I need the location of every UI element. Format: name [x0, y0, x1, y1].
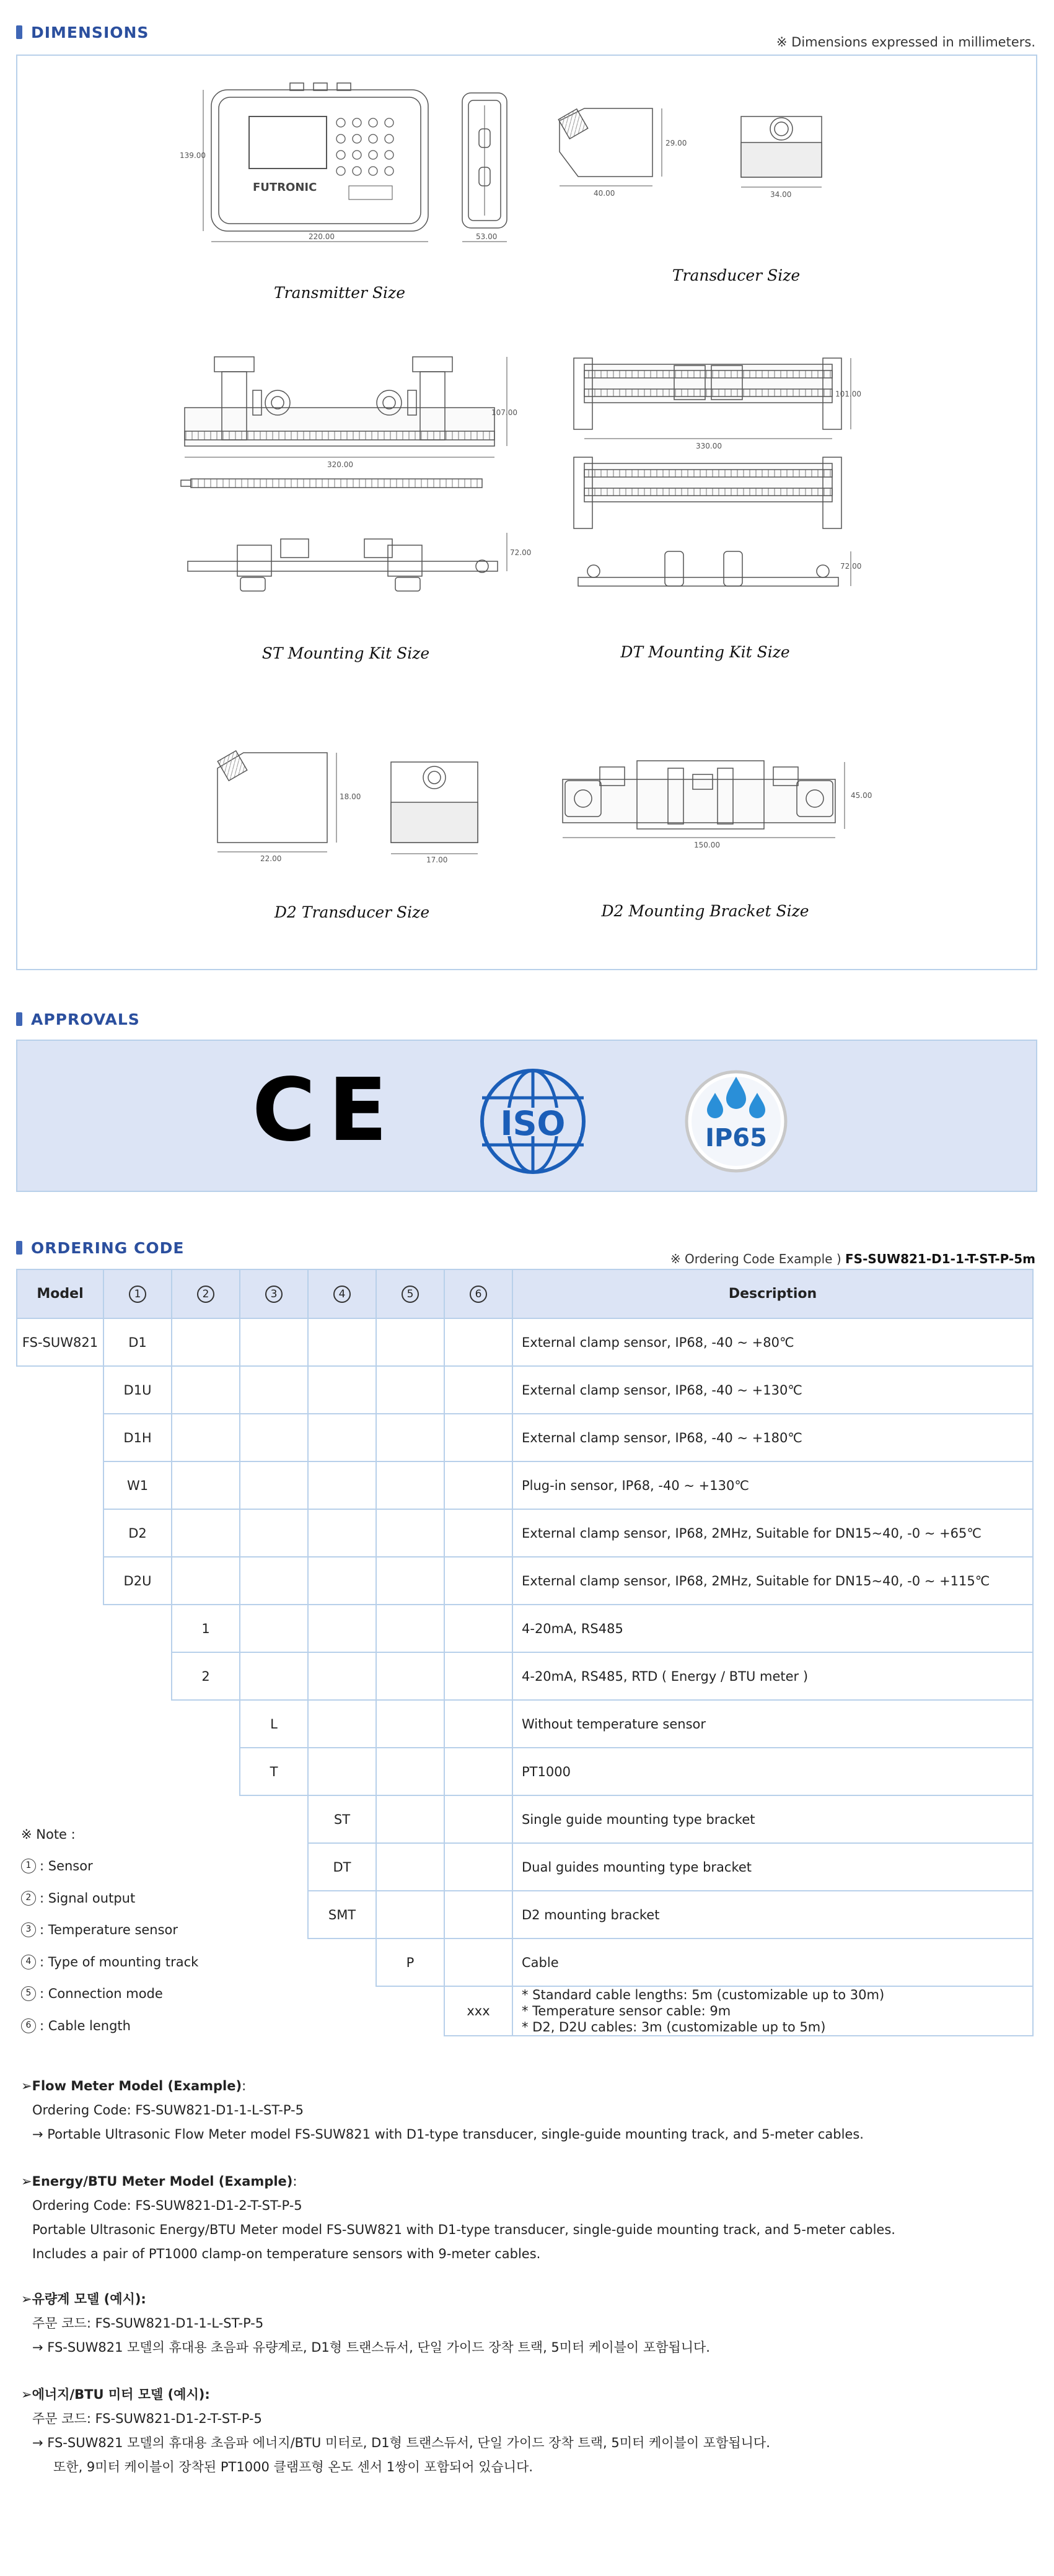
- example-heading: ➢에너지/BTU 미터 모델 (예시):: [21, 2387, 210, 2402]
- dim-label: 18.00: [340, 792, 361, 801]
- st-mounting-kit-drawing: [181, 357, 507, 591]
- header-5: 5: [376, 1269, 444, 1318]
- legend-title: ※ Note :: [21, 1826, 76, 1842]
- section-marker: [16, 25, 22, 39]
- legend-item: 6 : Cable length: [21, 2010, 198, 2042]
- dimension-drawings: [17, 56, 1039, 971]
- description-cell: Cable: [512, 1939, 1033, 1986]
- iso-logo: [482, 1071, 584, 1172]
- caption-transducer: Transducer Size: [672, 266, 801, 284]
- section-marker: [16, 1012, 22, 1026]
- code-cell: D2U: [103, 1557, 172, 1605]
- example-description: → FS-SUW821 모델의 휴대용 초음파 에너지/BTU 미터로, D1형 트랜스듀서, 단일 가이드 장착 트랙, 5미터 케이블이 포함됩니다.: [32, 2435, 770, 2450]
- code-cell: xxx: [444, 1986, 512, 2036]
- table-row: [17, 1509, 1033, 1557]
- example-code: 주문 코드: FS-SUW821-D1-1-L-ST-P-5: [32, 2316, 264, 2331]
- description-cell: Without temperature sensor: [512, 1700, 1033, 1748]
- example-heading: ➢Flow Meter Model (Example): [21, 2079, 242, 2093]
- ordering-example-label: ※ Ordering Code Example ): [670, 1251, 841, 1266]
- table-row: [17, 1318, 1033, 1366]
- example-energy-kr: [21, 2383, 770, 2479]
- d2-mounting-bracket-drawing: [563, 761, 845, 838]
- svg-text:ISO: ISO: [500, 1104, 566, 1143]
- d2-transducer-drawing: [217, 751, 478, 854]
- description-cell: External clamp sensor, IP68, 2MHz, Suitable for DN15~40, -0 ~ +65℃: [512, 1509, 1033, 1557]
- ip65-badge: [687, 1072, 786, 1171]
- example-description: 또한, 9미터 케이블이 장착된 PT1000 클램프형 온도 센서 1쌍이 포함되어 있습니다.: [53, 2460, 534, 2474]
- example-description: Includes a pair of PT1000 clamp-on temperature sensors with 9-meter cables.: [32, 2246, 541, 2261]
- dimensions-unit-note: ※ Dimensions expressed in millimeters.: [776, 35, 1035, 50]
- dim-label: 101.00: [835, 390, 861, 398]
- cable-note-2: * Temperature sensor cable: 9m: [522, 2004, 731, 2018]
- brand-label: FUTRONIC: [253, 181, 317, 194]
- caption-transmitter: Transmitter Size: [273, 284, 406, 302]
- description-cell: D2 mounting bracket: [512, 1891, 1033, 1939]
- table-row: [17, 1366, 1033, 1414]
- dim-label: 139.00: [180, 151, 206, 160]
- caption-d2-transducer: D2 Transducer Size: [274, 903, 430, 921]
- table-row: [17, 1700, 1033, 1748]
- caption-dt-kit: DT Mounting Kit Size: [620, 643, 790, 661]
- code-cell: D1H: [103, 1414, 172, 1461]
- dim-label: 330.00: [696, 442, 722, 450]
- description-cell: External clamp sensor, IP68, 2MHz, Suitable for DN15~40, -0 ~ +115℃: [512, 1557, 1033, 1605]
- dim-label: 150.00: [694, 841, 720, 849]
- dim-label: 45.00: [851, 791, 872, 800]
- code-cell: W1: [103, 1461, 172, 1509]
- code-cell: SMT: [308, 1891, 376, 1939]
- description-cell: External clamp sensor, IP68, -40 ~ +180℃: [512, 1414, 1033, 1461]
- code-cell: D2: [103, 1509, 172, 1557]
- example-code: 주문 코드: FS-SUW821-D1-2-T-ST-P-5: [32, 2411, 262, 2426]
- table-row: [17, 1605, 1033, 1652]
- code-cell: ST: [308, 1795, 376, 1843]
- svg-text:CE: CE: [252, 1060, 400, 1161]
- code-cell: D1U: [103, 1366, 172, 1414]
- approvals-panel: [16, 1040, 1037, 1192]
- description-cell: [512, 1986, 1033, 2036]
- ce-logo: [252, 1060, 400, 1161]
- section-marker: [16, 1241, 22, 1255]
- table-row: [17, 1748, 1033, 1795]
- ordering-example-code: FS-SUW821-D1-1-T-ST-P-5m: [845, 1251, 1035, 1266]
- example-description: Portable Ultrasonic Energy/BTU Meter model FS-SUW821 with D1-type transducer, single-guide mounting track, and 5-meter cables.: [32, 2222, 895, 2237]
- approvals-title: APPROVALS: [31, 1010, 140, 1028]
- header-6: 6: [444, 1269, 512, 1318]
- legend-item: 3 : Temperature sensor: [21, 1914, 198, 1947]
- header-model: Model: [17, 1269, 103, 1318]
- dimensions-title: DIMENSIONS: [31, 23, 149, 42]
- description-cell: External clamp sensor, IP68, -40 ~ +130℃: [512, 1366, 1033, 1414]
- code-cell: 2: [172, 1652, 240, 1700]
- example-flow: ➢Flow Meter Model (Example): Ordering Code: FS-SUW821-D1-1-L-ST-P-5 → Portable Ultrasonic Flow Meter model FS-SUW821 with D1-type transducer, single-guide mounting track, and 5-meter cables.: [21, 2074, 864, 2147]
- caption-d2-bracket: D2 Mounting Bracket Size: [601, 902, 809, 920]
- example-code: Ordering Code: FS-SUW821-D1-1-L-ST-P-5: [32, 2103, 304, 2118]
- svg-text:IP65: IP65: [705, 1124, 767, 1152]
- description-cell: External clamp sensor, IP68, -40 ~ +80℃: [512, 1318, 1033, 1366]
- dim-label: 40.00: [594, 189, 615, 198]
- example-description: → FS-SUW821 모델의 휴대용 초음파 유량계로, D1형 트랜스듀서, 단일 가이드 장착 트랙, 5미터 케이블이 포함됩니다.: [32, 2340, 710, 2355]
- example-heading: ➢유량계 모델 (예시):: [21, 2292, 146, 2307]
- example-code: Ordering Code: FS-SUW821-D1-2-T-ST-P-5: [32, 2198, 302, 2213]
- approvals-header: [16, 1007, 140, 1032]
- header-3: 3: [240, 1269, 308, 1318]
- caption-st-kit: ST Mounting Kit Size: [261, 644, 430, 662]
- cable-note-1: * Standard cable lengths: 5m (customizable up to 30m): [522, 1987, 885, 2002]
- dim-label: 220.00: [309, 232, 335, 241]
- code-cell: DT: [308, 1843, 376, 1891]
- ordering-example: [670, 1251, 1035, 1266]
- description-cell: 4-20mA, RS485: [512, 1605, 1033, 1652]
- header-1: 1: [103, 1269, 172, 1318]
- header-4: 4: [308, 1269, 376, 1318]
- model-cell: FS-SUW821: [17, 1318, 103, 1366]
- dim-label: 107.00: [491, 408, 517, 417]
- dim-label: 29.00: [665, 139, 687, 147]
- transmitter-front-drawing: [203, 83, 507, 242]
- dim-label: 72.00: [840, 562, 862, 571]
- dim-label: 17.00: [426, 856, 448, 864]
- dim-label: 320.00: [327, 460, 353, 469]
- table-row: [17, 1461, 1033, 1509]
- legend-item: 5 : Connection mode: [21, 1978, 198, 2010]
- dim-label: 22.00: [260, 854, 282, 863]
- legend-item: 1 : Sensor: [21, 1851, 198, 1883]
- table-header-row: [17, 1269, 1033, 1318]
- description-cell: 4-20mA, RS485, RTD ( Energy / BTU meter ): [512, 1652, 1033, 1700]
- legend-item: 4 : Type of mounting track: [21, 1946, 198, 1978]
- table-row: [17, 1414, 1033, 1461]
- dt-mounting-kit-drawing: [574, 358, 851, 586]
- ordering-title: ORDERING CODE: [31, 1238, 185, 1257]
- ordering-header: [16, 1235, 184, 1260]
- legend-item: 2 : Signal output: [21, 1882, 198, 1914]
- example-heading: ➢Energy/BTU Meter Model (Example): [21, 2174, 293, 2189]
- example-energy: ➢Energy/BTU Meter Model (Example): Ordering Code: FS-SUW821-D1-2-T-ST-P-5 Portable Ultrasonic Energy/BTU Meter model FS-SUW821 with D1-type transducer, single-guide mounting track, and 5-meter cables. Includes a pair of PT1000 clamp-on temperature sensors with 9-meter cables.: [21, 2170, 895, 2266]
- example-flow-kr: [21, 2287, 710, 2360]
- transducer-drawing: [558, 108, 822, 187]
- description-cell: PT1000: [512, 1748, 1033, 1795]
- dim-label: 53.00: [476, 232, 498, 241]
- header-2: 2: [172, 1269, 240, 1318]
- dimensions-header: [16, 20, 149, 45]
- dim-label: 34.00: [770, 190, 792, 199]
- cable-note-3: * D2, D2U cables: 3m (customizable up to 5m): [522, 2020, 826, 2035]
- description-cell: Single guide mounting type bracket: [512, 1795, 1033, 1843]
- table-row: [17, 1652, 1033, 1700]
- description-cell: Dual guides mounting type bracket: [512, 1843, 1033, 1891]
- code-cell: L: [240, 1700, 308, 1748]
- code-cell: 1: [172, 1605, 240, 1652]
- description-cell: Plug-in sensor, IP68, -40 ~ +130℃: [512, 1461, 1033, 1509]
- dim-label: 72.00: [510, 548, 532, 557]
- code-cell: T: [240, 1748, 308, 1795]
- header-description: Description: [512, 1269, 1033, 1318]
- table-row: [17, 1557, 1033, 1605]
- example-description: → Portable Ultrasonic Flow Meter model FS-SUW821 with D1-type transducer, single-guide mounting track, and 5-meter cables.: [32, 2127, 864, 2142]
- code-cell: D1: [103, 1318, 172, 1366]
- code-cell: P: [376, 1939, 444, 1986]
- dimensions-panel: [16, 55, 1037, 970]
- approval-logos: [17, 1041, 1039, 1193]
- ordering-legend: [21, 1818, 198, 2042]
